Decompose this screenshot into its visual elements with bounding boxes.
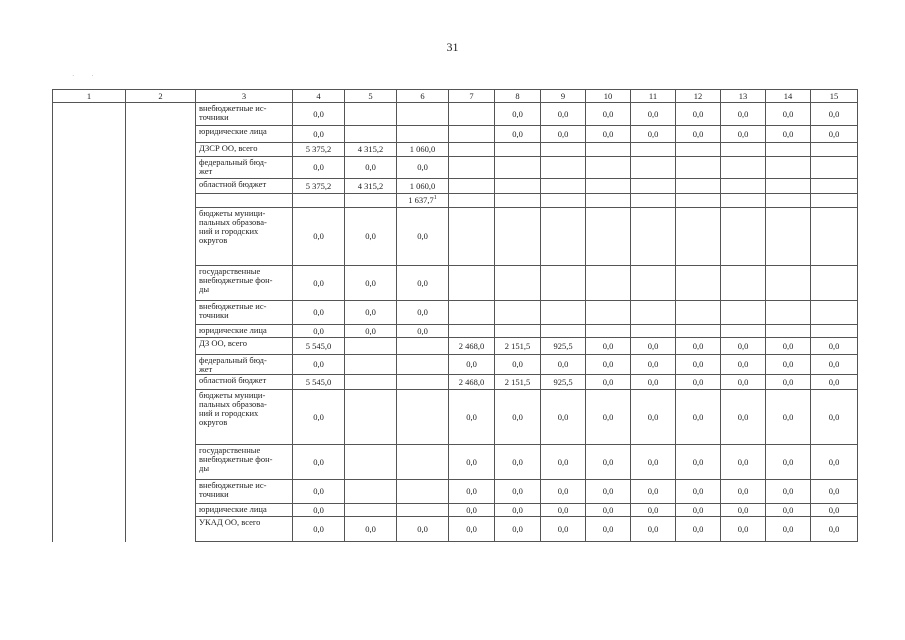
value-cell: 0,0	[631, 390, 676, 445]
value-cell	[721, 301, 766, 325]
value-cell	[676, 143, 721, 157]
value-cell	[449, 179, 495, 194]
column-header: 7	[449, 90, 495, 103]
value-cell	[676, 194, 721, 208]
value-cell: 0,0	[766, 355, 811, 375]
value-cell: 0,0	[397, 517, 449, 542]
value-cell: 0,0	[293, 480, 345, 504]
value-cell	[676, 266, 721, 301]
value-cell	[676, 208, 721, 266]
value-cell: 2 468,0	[449, 338, 495, 355]
value-cell: 0,0	[293, 355, 345, 375]
value-cell	[495, 194, 541, 208]
value-cell: 0,0	[811, 504, 858, 517]
value-cell	[293, 194, 345, 208]
value-cell: 0,0	[811, 338, 858, 355]
budget-table	[52, 89, 858, 542]
value-cell: 0,0	[811, 375, 858, 390]
footnote-mark: 1	[433, 195, 437, 202]
value-cell: 0,0	[631, 445, 676, 480]
value-cell	[586, 194, 631, 208]
value-cell: 0,0	[766, 517, 811, 542]
value-cell: 0,0	[586, 390, 631, 445]
value-cell	[541, 194, 586, 208]
row-label: внебюджетные ис- точники	[196, 480, 293, 504]
column-header: 8	[495, 90, 541, 103]
value-cell: 0,0	[676, 103, 721, 126]
value-cell	[495, 157, 541, 179]
value-cell: 0,0	[631, 355, 676, 375]
value-cell: 0,0	[721, 390, 766, 445]
value-cell	[449, 301, 495, 325]
value-cell: 5 375,2	[293, 143, 345, 157]
value-cell: 0,0	[721, 517, 766, 542]
value-cell: 0,0	[631, 126, 676, 143]
value-cell: 0,0	[676, 390, 721, 445]
value-cell: 0,0	[811, 126, 858, 143]
value-cell	[541, 208, 586, 266]
value-cell	[345, 338, 397, 355]
value-cell	[811, 266, 858, 301]
value-cell	[586, 208, 631, 266]
value-cell: 0,0	[397, 301, 449, 325]
value-cell	[541, 157, 586, 179]
value-cell: 0,0	[586, 517, 631, 542]
value-cell	[631, 143, 676, 157]
value-cell: 0,0	[541, 355, 586, 375]
value-cell	[345, 103, 397, 126]
column-header: 10	[586, 90, 631, 103]
value-cell: 0,0	[345, 157, 397, 179]
value-cell: 0,0	[676, 445, 721, 480]
value-cell	[631, 266, 676, 301]
value-cell: 0,0	[721, 355, 766, 375]
value-cell: 0,0	[586, 445, 631, 480]
value-cell: 2 468,0	[449, 375, 495, 390]
value-cell: 0,0	[293, 266, 345, 301]
value-cell: 0,0	[293, 157, 345, 179]
value-cell	[495, 325, 541, 338]
row-label: УКАД ОО, всего	[196, 517, 293, 542]
value-cell	[766, 194, 811, 208]
value-cell	[721, 266, 766, 301]
value-cell: 0,0	[541, 445, 586, 480]
row-label: областной бюджет	[196, 375, 293, 390]
value-cell: 0,0	[676, 338, 721, 355]
row-label: ДЗ ОО, всего	[196, 338, 293, 355]
value-cell	[586, 325, 631, 338]
value-cell: 0,0	[293, 103, 345, 126]
value-cell	[631, 157, 676, 179]
value-cell	[586, 179, 631, 194]
value-cell: 0,0	[586, 126, 631, 143]
value-cell	[631, 194, 676, 208]
value-cell: 0,0	[631, 375, 676, 390]
value-cell	[766, 301, 811, 325]
value-cell: 0,0	[293, 517, 345, 542]
value-cell	[495, 301, 541, 325]
value-cell: 1 060,0	[397, 179, 449, 194]
value-cell	[721, 325, 766, 338]
value-cell: 0,0	[293, 208, 345, 266]
value-cell	[541, 179, 586, 194]
value-cell	[541, 143, 586, 157]
value-cell: 0,0	[495, 480, 541, 504]
value-cell	[811, 194, 858, 208]
value-cell	[676, 301, 721, 325]
value-cell	[811, 179, 858, 194]
value-cell: 0,0	[293, 325, 345, 338]
column-header: 12	[676, 90, 721, 103]
value-cell: 0,0	[676, 126, 721, 143]
value-cell	[449, 325, 495, 338]
column-header: 15	[811, 90, 858, 103]
header-row	[53, 90, 858, 103]
column-header: 3	[196, 90, 293, 103]
column-header: 14	[766, 90, 811, 103]
value-cell: 0,0	[449, 390, 495, 445]
value-cell: 0,0	[397, 266, 449, 301]
value-cell: 0,0	[811, 445, 858, 480]
value-cell: 0,0	[811, 355, 858, 375]
value-cell	[397, 480, 449, 504]
value-cell: 0,0	[541, 480, 586, 504]
value-cell	[397, 445, 449, 480]
value-cell: 0,0	[766, 338, 811, 355]
value-cell	[397, 103, 449, 126]
value-cell: 0,0	[766, 390, 811, 445]
value-cell: 0,0	[449, 355, 495, 375]
value-cell: 0,0	[397, 325, 449, 338]
value-cell: 0,0	[631, 517, 676, 542]
value-cell: 925,5	[541, 338, 586, 355]
value-cell	[495, 266, 541, 301]
value-cell: 0,0	[293, 301, 345, 325]
value-cell: 1 060,0	[397, 143, 449, 157]
value-cell: 0,0	[541, 390, 586, 445]
value-cell: 0,0	[541, 504, 586, 517]
row-label: внебюджетные ис- точники	[196, 301, 293, 325]
table-row	[53, 103, 858, 126]
value-cell	[721, 157, 766, 179]
value-cell: 0,0	[721, 126, 766, 143]
value-cell: 0,0	[631, 480, 676, 504]
value-cell: 0,0	[397, 208, 449, 266]
value-cell: 0,0	[495, 504, 541, 517]
value-cell: 0,0	[541, 517, 586, 542]
value-cell	[676, 325, 721, 338]
row-label: юридические лица	[196, 504, 293, 517]
value-cell: 4 315,2	[345, 179, 397, 194]
value-cell: 0,0	[495, 390, 541, 445]
value-cell: 0,0	[631, 504, 676, 517]
value-cell: 0,0	[811, 390, 858, 445]
value-cell	[766, 143, 811, 157]
value-cell	[495, 208, 541, 266]
value-cell	[676, 179, 721, 194]
value-cell: 0,0	[495, 126, 541, 143]
value-cell: 0,0	[586, 375, 631, 390]
row-label: бюджеты муници- пальных образова- ний и городских округов	[196, 208, 293, 266]
value-cell	[345, 390, 397, 445]
value-cell	[495, 143, 541, 157]
value-cell: 0,0	[495, 355, 541, 375]
value-cell	[397, 338, 449, 355]
value-cell: 0,0	[293, 390, 345, 445]
value-cell	[811, 143, 858, 157]
value-cell: 0,0	[631, 103, 676, 126]
value-cell: 0,0	[586, 355, 631, 375]
value-cell	[541, 301, 586, 325]
value-cell: 0,0	[631, 338, 676, 355]
value-cell: 0,0	[345, 266, 397, 301]
value-cell	[631, 179, 676, 194]
value-cell: 0,0	[293, 445, 345, 480]
value-cell: 0,0	[586, 338, 631, 355]
value-cell	[345, 355, 397, 375]
value-cell: 0,0	[586, 103, 631, 126]
value-cell	[586, 157, 631, 179]
value-cell	[721, 179, 766, 194]
value-cell: 0,0	[541, 103, 586, 126]
value-cell	[721, 208, 766, 266]
value-cell: 0,0	[449, 517, 495, 542]
row-label: областной бюджет	[196, 179, 293, 194]
row-label: ДЗСР ОО, всего	[196, 143, 293, 157]
value-cell	[766, 179, 811, 194]
value-cell: 0,0	[676, 355, 721, 375]
column-2-cell	[126, 103, 196, 542]
value-cell	[449, 103, 495, 126]
value-cell	[766, 266, 811, 301]
value-cell: 0,0	[345, 517, 397, 542]
value-cell: 5 545,0	[293, 338, 345, 355]
value-cell: 0,0	[586, 504, 631, 517]
value-cell	[631, 208, 676, 266]
value-cell: 0,0	[495, 445, 541, 480]
column-1-cell	[53, 103, 126, 542]
row-label: юридические лица	[196, 126, 293, 143]
value-cell: 0,0	[721, 338, 766, 355]
value-cell: 0,0	[449, 445, 495, 480]
value-cell	[631, 325, 676, 338]
value-cell	[541, 325, 586, 338]
value-cell: 0,0	[766, 480, 811, 504]
row-label	[196, 194, 293, 208]
value-cell	[449, 126, 495, 143]
value-cell	[345, 126, 397, 143]
value-cell	[766, 208, 811, 266]
value-cell: 0,0	[811, 103, 858, 126]
value-cell: 0,0	[676, 480, 721, 504]
row-label: федеральный бюд- жет	[196, 157, 293, 179]
value-cell	[721, 194, 766, 208]
value-cell: 0,0	[766, 504, 811, 517]
value-cell: 0,0	[676, 504, 721, 517]
value-cell	[449, 266, 495, 301]
value-cell: 0,0	[586, 480, 631, 504]
value-cell	[345, 480, 397, 504]
row-label: юридические лица	[196, 325, 293, 338]
value-cell	[811, 157, 858, 179]
value-cell: 2 151,5	[495, 375, 541, 390]
value-cell: 0,0	[811, 480, 858, 504]
value-cell: 5 375,2	[293, 179, 345, 194]
column-header: 6	[397, 90, 449, 103]
column-header: 13	[721, 90, 766, 103]
value-cell	[345, 375, 397, 390]
column-header: 4	[293, 90, 345, 103]
value-cell: 0,0	[495, 103, 541, 126]
value-cell	[811, 208, 858, 266]
value-cell: 5 545,0	[293, 375, 345, 390]
value-cell: 0,0	[766, 103, 811, 126]
value-cell	[541, 266, 586, 301]
value-cell: 0,0	[676, 517, 721, 542]
value-cell	[449, 143, 495, 157]
row-label: внебюджетные ис- точники	[196, 103, 293, 126]
value-cell	[586, 266, 631, 301]
value-cell: 0,0	[449, 504, 495, 517]
value-cell	[397, 504, 449, 517]
value-cell	[345, 504, 397, 517]
row-label: федеральный бюд- жет	[196, 355, 293, 375]
column-header: 5	[345, 90, 397, 103]
value-cell	[345, 194, 397, 208]
value-cell	[721, 143, 766, 157]
value-cell: 0,0	[766, 126, 811, 143]
value-cell	[449, 208, 495, 266]
value-cell: 4 315,2	[345, 143, 397, 157]
value-cell	[495, 179, 541, 194]
scan-artifact: · ·	[72, 72, 96, 80]
value-cell: 0,0	[541, 126, 586, 143]
value-cell: 0,0	[721, 103, 766, 126]
value-cell	[676, 157, 721, 179]
column-header: 1	[53, 90, 126, 103]
value-cell: 2 151,5	[495, 338, 541, 355]
value-cell: 925,5	[541, 375, 586, 390]
value-cell: 0,0	[495, 517, 541, 542]
value-cell	[449, 157, 495, 179]
value-cell: 1 637,7$^1$	[397, 194, 449, 208]
value-cell	[397, 126, 449, 143]
value-cell	[397, 390, 449, 445]
value-cell	[631, 301, 676, 325]
value-cell: 0,0	[345, 208, 397, 266]
value-cell	[397, 355, 449, 375]
value-cell: 0,0	[766, 445, 811, 480]
value-cell: 0,0	[293, 126, 345, 143]
row-label: бюджеты муници- пальных образова- ний и городских округов	[196, 390, 293, 445]
value-cell: 0,0	[721, 480, 766, 504]
column-header: 9	[541, 90, 586, 103]
value-cell: 0,0	[766, 375, 811, 390]
value-cell: 0,0	[345, 301, 397, 325]
value-cell	[449, 194, 495, 208]
value-cell	[811, 325, 858, 338]
value-cell	[397, 375, 449, 390]
value-cell: 0,0	[345, 325, 397, 338]
value-cell: 0,0	[721, 375, 766, 390]
row-label: государственные внебюджетные фон- ды	[196, 445, 293, 480]
value-cell: 0,0	[397, 157, 449, 179]
value-cell	[345, 445, 397, 480]
value-cell	[811, 301, 858, 325]
value-cell: 0,0	[676, 375, 721, 390]
value-cell	[766, 157, 811, 179]
value-cell: 0,0	[293, 504, 345, 517]
value-cell: 0,0	[721, 504, 766, 517]
column-header: 11	[631, 90, 676, 103]
value-cell	[766, 325, 811, 338]
value-cell: 0,0	[721, 445, 766, 480]
value-cell	[586, 143, 631, 157]
value-cell: 0,0	[449, 480, 495, 504]
value-cell: 0,0	[811, 517, 858, 542]
row-label: государственные внебюджетные фон- ды	[196, 266, 293, 301]
value-cell	[586, 301, 631, 325]
column-header: 2	[126, 90, 196, 103]
page-number: 31	[446, 40, 459, 54]
